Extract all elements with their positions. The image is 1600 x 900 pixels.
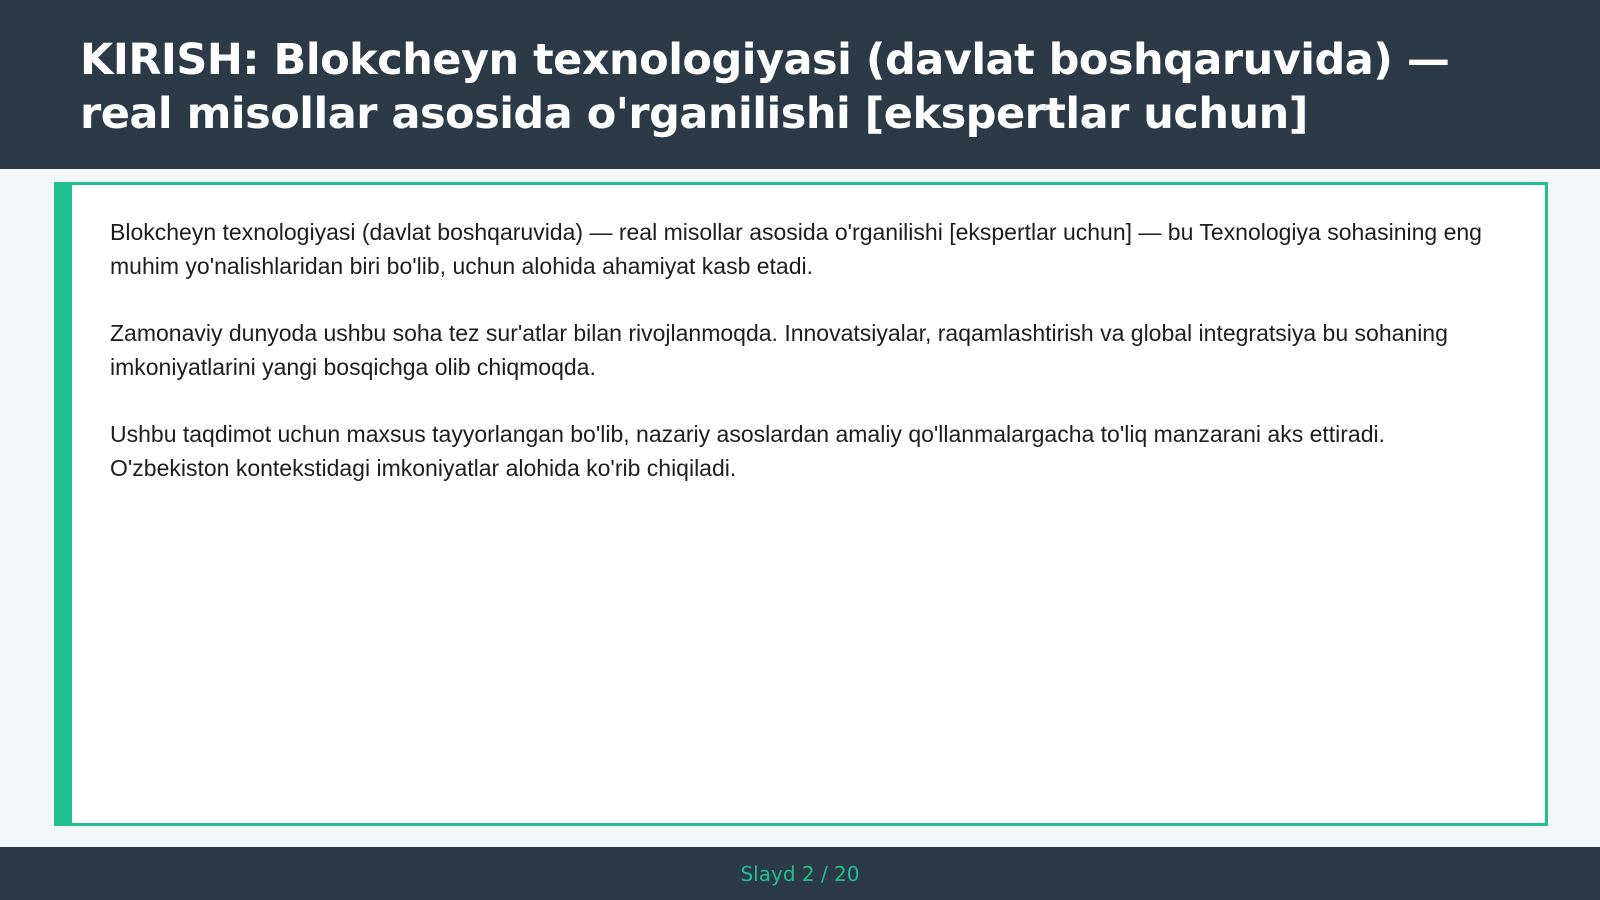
paragraph-intro: Blokcheyn texnologiyasi (davlat boshqaruvida) — real misollar asosida o'rganilishi [ekspertlar uchun] — bu Texnologiya sohasining eng muhim yo'nalishlaridan biri bo'lib, uchun alohida ahamiyat kasb etadi. bbox=[110, 219, 1482, 279]
slide-counter: Slayd 2 / 20 bbox=[740, 861, 860, 886]
slide-footer bbox=[0, 847, 1600, 900]
content-box bbox=[54, 182, 1548, 826]
slide-header bbox=[0, 0, 1600, 169]
slide-title: KIRISH: Blokcheyn texnologiyasi (davlat boshqaruvida) — real misollar asosida o'rganilishi [ekspertlar uchun] bbox=[80, 35, 1450, 139]
paragraph-modern-world: Zamonaviy dunyoda ushbu soha tez sur'atlar bilan rivojlanmoqda. Innovatsiyalar, raqamlashtirish va global integratsiya bu sohaning imkoniyatlarini yangi bosqichga olib chiqmoqda. bbox=[110, 320, 1448, 380]
paragraph-presentation-purpose: Ushbu taqdimot uchun maxsus tayyorlangan bo'lib, nazariy asoslardan amaliy qo'llanmalargacha to'liq manzarani aks ettiradi. O'zbekiston kontekstidagi imkoniyatlar alohida ko'rib chiqiladi. bbox=[110, 421, 1386, 481]
